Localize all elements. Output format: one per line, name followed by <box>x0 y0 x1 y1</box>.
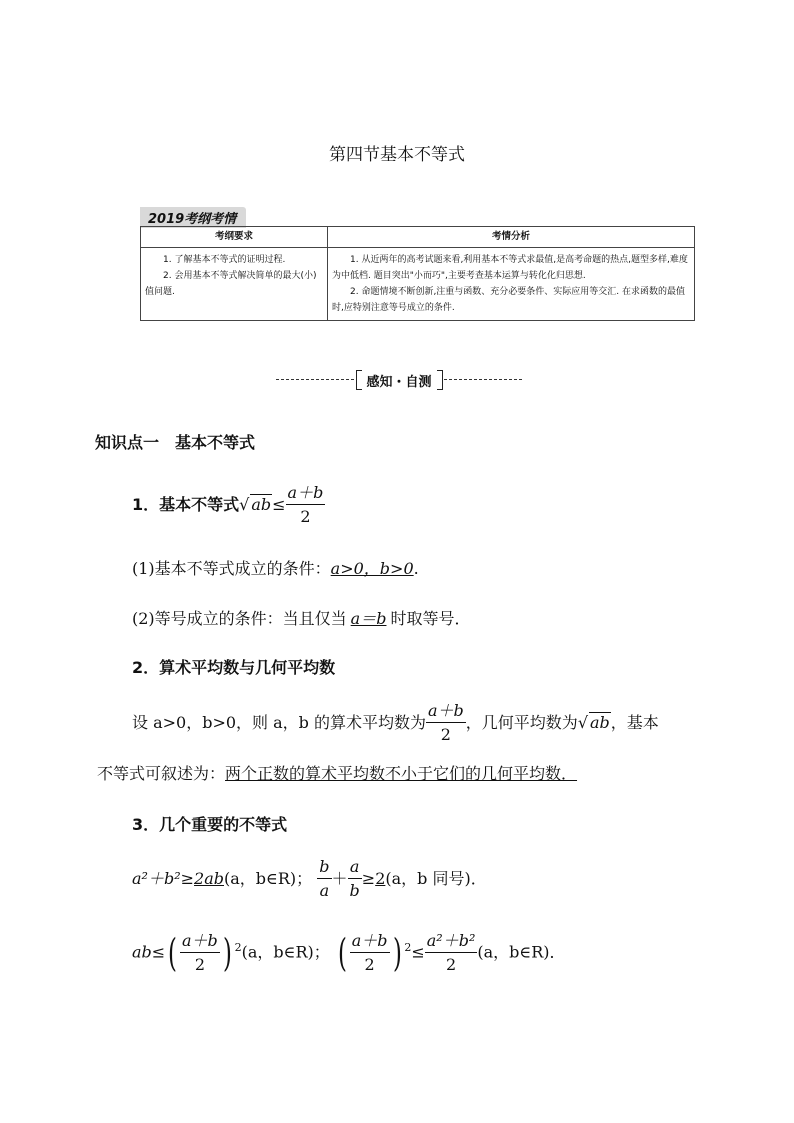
item2-fraction <box>426 700 466 747</box>
item2-text-c: ，基本 <box>610 713 659 732</box>
divider-bracket-right <box>437 370 443 390</box>
item2-answer: 两个正数的算术平均数不小于它们的几何平均数． <box>225 764 578 783</box>
table-row <box>141 248 695 321</box>
item1-label: 1．基本不等式 <box>132 495 240 514</box>
fraction-numerator: a＋b <box>180 930 220 953</box>
f2-fraction-1 <box>317 856 331 903</box>
fraction-numerator: a²＋b² <box>425 930 478 953</box>
left-paren: ( <box>337 931 347 975</box>
f2-fraction-2 <box>348 856 362 903</box>
fraction-denominator: 2 <box>300 507 311 526</box>
requirements-cell <box>141 248 328 321</box>
f2-relation: ≥ <box>361 869 376 888</box>
fraction-numerator: a <box>348 856 362 879</box>
f1-condition: (a，b∈R)； <box>224 869 313 888</box>
exam-outline-table <box>140 226 695 321</box>
f3-condition: (a，b∈R)； <box>241 942 330 962</box>
fraction-numerator: a＋b <box>426 700 466 723</box>
fraction-denominator: b <box>349 881 360 900</box>
analysis-item: 1. 从近两年的高考试题来看,利用基本不等式求最值,是高考命题的热点,题型多样,难度为中低档. 题目突出"小而巧",主要考查基本运算与转化化归思想. <box>332 255 688 281</box>
f4-fraction-1 <box>350 930 390 977</box>
f3-fraction <box>180 930 220 977</box>
divider-dash-left <box>276 379 354 380</box>
condition2-suffix: 时取等号． <box>390 609 471 628</box>
condition1-line <box>132 556 419 579</box>
item2-label: 2．算术平均数与几何平均数 <box>132 658 336 677</box>
fraction-denominator: a <box>319 881 330 900</box>
page-title: 第四节基本不等式 <box>329 145 465 165</box>
item2-text-d: 不等式可叙述为： <box>97 764 226 783</box>
f1-left: a²＋b²≥ <box>132 869 195 888</box>
analysis-item: 2. 命题情境不断创新,注重与函数、充分必要条件、实际应用等交汇. 在求函数的最值时,应特别注意等号成立的条件. <box>332 287 686 313</box>
table-header-row <box>141 227 695 248</box>
sqrt-sign: √ <box>577 713 589 732</box>
fraction-numerator: a＋b <box>286 482 326 505</box>
fraction-numerator: a＋b <box>350 930 390 953</box>
item2-line1 <box>132 700 659 747</box>
item2-text-a: 设 a>0，b>0，则 a，b 的算术平均数为 <box>132 713 426 732</box>
analysis-cell <box>328 248 695 321</box>
f1-answer: 2ab <box>194 869 224 888</box>
left-paren: ( <box>168 931 178 975</box>
item2-sqrt-arg: ab <box>590 713 610 732</box>
f4-relation: ≤ <box>411 942 425 962</box>
table-header-analysis: 考情分析 <box>328 227 695 248</box>
item1-fraction <box>286 482 326 529</box>
divider-label: 感知・自测 <box>366 375 432 390</box>
f2-plus: ＋ <box>331 869 348 888</box>
right-paren: ) <box>392 931 402 975</box>
fraction-numerator: b <box>317 856 331 879</box>
divider-dash-right <box>444 379 522 380</box>
inequality-line-2 <box>132 928 566 978</box>
divider-bracket-left <box>356 370 362 390</box>
table-header-requirements: 考纲要求 <box>141 227 328 248</box>
f4-condition: (a，b∈R)． <box>477 942 566 962</box>
item1-sqrt-arg: ab <box>251 495 272 514</box>
f2-condition: (a，b 同号)． <box>385 869 487 888</box>
condition1-answer: a>0，b>0 <box>330 559 414 578</box>
condition2-prefix: (2)等号成立的条件：当且仅当 <box>132 609 347 628</box>
condition2-line <box>132 606 470 629</box>
item2-text-b: ，几何平均数为 <box>465 713 578 732</box>
f4-fraction-2 <box>425 930 478 977</box>
right-paren: ) <box>222 931 232 975</box>
f3-left: ab≤ <box>132 942 166 962</box>
requirement-item: 2. 会用基本不等式解决简单的最大(小) 值问题. <box>145 271 317 297</box>
exam-outline-tag: 2019考纲考情 <box>140 207 246 228</box>
condition1-prefix: (1)基本不等式成立的条件： <box>132 559 331 578</box>
condition1-suffix: . <box>413 559 419 578</box>
fraction-denominator: 2 <box>194 954 205 974</box>
f3-exponent: 2 <box>234 941 242 955</box>
item2-line2 <box>97 761 577 784</box>
inequality-line-1 <box>132 856 487 903</box>
f4-exponent: 2 <box>404 941 412 955</box>
fraction-denominator: 2 <box>440 725 451 744</box>
fraction-denominator: 2 <box>364 954 375 974</box>
f2-answer: 2 <box>375 869 386 888</box>
section-divider <box>276 368 520 392</box>
item3-label: 3．几个重要的不等式 <box>132 815 288 834</box>
section-heading: 知识点一 基本不等式 <box>95 433 256 452</box>
item1-relation: ≤ <box>272 495 286 514</box>
requirement-item: 1. 了解基本不等式的证明过程. <box>163 255 286 265</box>
item1-line <box>132 482 325 529</box>
fraction-denominator: 2 <box>445 954 457 974</box>
condition2-answer: a＝b <box>350 609 387 628</box>
sqrt-sign: √ <box>239 495 250 514</box>
